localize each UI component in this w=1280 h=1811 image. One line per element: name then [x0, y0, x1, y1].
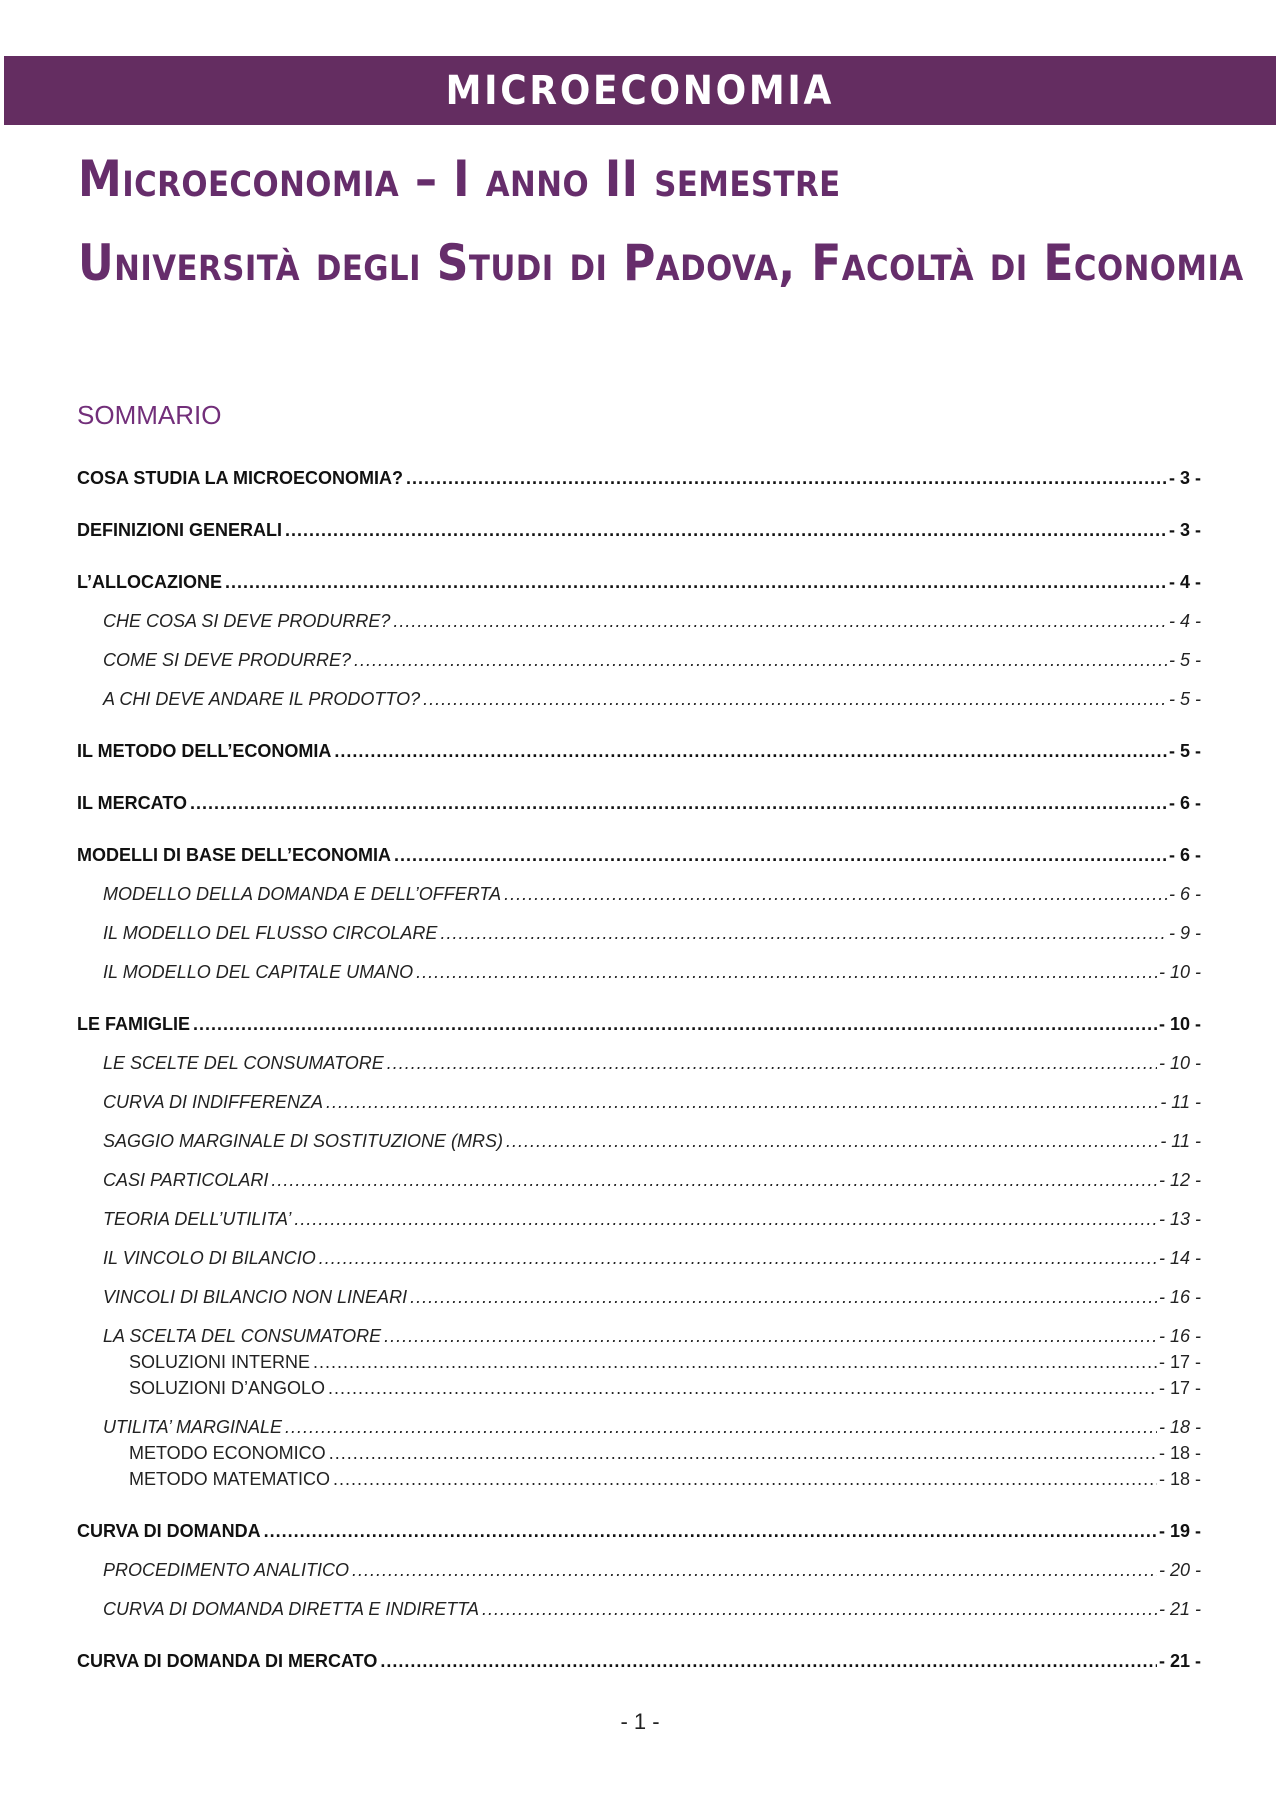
toc-entry-page: - 21 -: [1158, 1599, 1201, 1619]
toc-entry[interactable]: [77, 468, 1201, 489]
toc-entry-label: CURVA DI INDIFFERENZA: [103, 1092, 324, 1112]
toc-entry-label: CURVA DI DOMANDA DIRETTA E INDIRETTA: [103, 1599, 480, 1619]
toc-entry[interactable]: [103, 611, 1201, 632]
toc-entry-page: - 4 -: [1168, 611, 1201, 631]
toc-entry-page: - 10 -: [1158, 1053, 1201, 1073]
toc-entry-page: - 12 -: [1158, 1170, 1201, 1190]
toc-entry-label: L’ALLOCAZIONE: [77, 572, 222, 592]
toc-entry[interactable]: [77, 520, 1201, 541]
toc-entry-label: LE SCELTE DEL CONSUMATORE: [103, 1053, 384, 1073]
toc-entry-page: - 18 -: [1158, 1469, 1201, 1489]
toc-leader-dots: [264, 1521, 1157, 1542]
toc-entry[interactable]: [103, 1417, 1201, 1438]
toc-leader-dots: [225, 572, 1167, 593]
toc-entry-page: - 16 -: [1158, 1287, 1201, 1307]
toc-entry-page: - 16 -: [1158, 1326, 1201, 1346]
toc-entry-label: MODELLO DELLA DOMANDA E DELL’OFFERTA: [103, 884, 502, 904]
toc-entry[interactable]: [103, 1248, 1201, 1269]
toc-leader-dots: [410, 1287, 1157, 1308]
toc-entry-label: METODO ECONOMICO: [129, 1443, 326, 1463]
toc-entry-label: CHE COSA SI DEVE PRODURRE?: [103, 611, 391, 631]
toc-entry-page: - 6 -: [1168, 884, 1201, 904]
toc-entry[interactable]: [103, 1131, 1201, 1152]
toc-entry-label: UTILITA’ MARGINALE: [103, 1417, 283, 1437]
toc-leader-dots: [328, 1378, 1157, 1399]
toc-entry-page: - 18 -: [1158, 1443, 1201, 1463]
toc-leader-dots: [394, 845, 1167, 866]
toc-entry-page: - 5 -: [1168, 650, 1201, 670]
toc-entry-label: COSA STUDIA LA MICROECONOMIA?: [77, 468, 403, 488]
toc-leader-dots: [506, 1131, 1158, 1152]
toc-leader-dots: [334, 741, 1167, 762]
toc-leader-dots: [313, 1352, 1157, 1373]
toc-entry[interactable]: [103, 1560, 1201, 1581]
document-title: Microeconomia – I anno II semestre: [78, 150, 841, 208]
toc-leader-dots: [285, 520, 1167, 541]
toc-leader-dots: [271, 1170, 1157, 1191]
toc-entry-page: - 3 -: [1168, 468, 1201, 488]
toc-entry[interactable]: [77, 845, 1201, 866]
toc-entry[interactable]: [103, 1053, 1201, 1074]
toc-entry-page: - 11 -: [1160, 1092, 1201, 1112]
toc-entry[interactable]: [103, 1092, 1201, 1113]
toc-entry[interactable]: [103, 962, 1201, 983]
toc-entry-page: - 11 -: [1160, 1131, 1201, 1151]
toc-leader-dots: [329, 1443, 1157, 1464]
toc-entry-page: - 10 -: [1158, 962, 1201, 982]
toc-entry[interactable]: [77, 1651, 1201, 1672]
toc-entry[interactable]: [103, 650, 1201, 671]
toc-entry-page: - 3 -: [1168, 520, 1201, 540]
toc-entry-label: METODO MATEMATICO: [129, 1469, 330, 1489]
toc-entry-label: IL MODELLO DEL CAPITALE UMANO: [103, 962, 414, 982]
toc-leader-dots: [387, 1053, 1157, 1074]
toc-entry-page: - 14 -: [1158, 1248, 1201, 1268]
toc-leader-dots: [504, 884, 1167, 905]
toc-entry[interactable]: [103, 1326, 1201, 1347]
toc-entry-page: - 5 -: [1168, 689, 1201, 709]
toc-entry-label: DEFINIZIONI GENERALI: [77, 520, 283, 540]
toc-entry-page: - 10 -: [1158, 1014, 1201, 1034]
toc-entry-page: - 13 -: [1158, 1209, 1201, 1229]
toc-entry-label: SOLUZIONI INTERNE: [129, 1352, 311, 1372]
toc-entry-label: LA SCELTA DEL CONSUMATORE: [103, 1326, 382, 1346]
toc-entry-page: - 17 -: [1158, 1352, 1201, 1372]
toc-entry-label: SOLUZIONI D’ANGOLO: [129, 1378, 326, 1398]
toc-entry-page: - 5 -: [1168, 741, 1201, 761]
toc-leader-dots: [380, 1651, 1157, 1672]
toc-leader-dots: [393, 611, 1167, 632]
toc-heading: SOMMARIO: [77, 400, 222, 430]
toc-entry[interactable]: [77, 741, 1201, 762]
page-number: - 1 -: [620, 1709, 660, 1734]
toc-entry-label: VINCOLI DI BILANCIO NON LINEARI: [103, 1287, 408, 1307]
document-subtitle: Università degli Studi di Padova, Facoltà di Economia: [78, 234, 1244, 292]
toc-leader-dots: [352, 1560, 1157, 1581]
toc-entry[interactable]: [103, 1287, 1201, 1308]
toc-entry[interactable]: [77, 1521, 1201, 1542]
toc-entry-label: CURVA DI DOMANDA DI MERCATO: [77, 1651, 378, 1671]
toc-entry[interactable]: [129, 1378, 1201, 1399]
toc-entry-page: - 6 -: [1168, 845, 1201, 865]
toc-leader-dots: [285, 1417, 1157, 1438]
toc-entry[interactable]: [129, 1469, 1201, 1490]
toc-leader-dots: [319, 1248, 1157, 1269]
toc-leader-dots: [416, 962, 1157, 983]
toc-leader-dots: [440, 923, 1167, 944]
toc-leader-dots: [333, 1469, 1157, 1490]
toc-entry[interactable]: [129, 1352, 1201, 1373]
toc-entry-label: TEORIA DELL’UTILITA’: [103, 1209, 292, 1229]
toc-leader-dots: [326, 1092, 1158, 1113]
toc-entry-label: IL MODELLO DEL FLUSSO CIRCOLARE: [103, 923, 438, 943]
toc-entry-label: LE FAMIGLIE: [77, 1014, 191, 1034]
toc-entry-label: COME SI DEVE PRODURRE?: [103, 650, 352, 670]
toc-leader-dots: [384, 1326, 1157, 1347]
toc-entry[interactable]: [77, 793, 1201, 814]
toc-entry-label: A CHI DEVE ANDARE IL PRODOTTO?: [103, 689, 421, 709]
toc-entry-page: - 17 -: [1158, 1378, 1201, 1398]
toc-entry-label: IL VINCOLO DI BILANCIO: [103, 1248, 316, 1268]
toc-entry-page: - 20 -: [1158, 1560, 1201, 1580]
toc-entry-label: CURVA DI DOMANDA: [77, 1521, 261, 1541]
toc-entry-label: IL METODO DELL’ECONOMIA: [77, 741, 332, 761]
toc-leader-dots: [482, 1599, 1157, 1620]
toc-entry[interactable]: [103, 1599, 1201, 1620]
toc-entry-page: - 18 -: [1158, 1417, 1201, 1437]
toc-leader-dots: [354, 650, 1167, 671]
toc-entry-label: PROCEDIMENTO ANALITICO: [103, 1560, 350, 1580]
toc-entry[interactable]: [103, 1209, 1201, 1230]
toc-entry[interactable]: [103, 923, 1201, 944]
toc-entry-page: - 4 -: [1168, 572, 1201, 592]
toc-entry[interactable]: [77, 1014, 1201, 1035]
toc-leader-dots: [294, 1209, 1157, 1230]
toc-entry-page: - 21 -: [1158, 1651, 1201, 1671]
toc-leader-dots: [190, 793, 1167, 814]
toc-entry-page: - 6 -: [1168, 793, 1201, 813]
toc-entry-label: CASI PARTICOLARI: [103, 1170, 269, 1190]
toc-entry-label: IL MERCATO: [77, 793, 188, 813]
toc-leader-dots: [423, 689, 1167, 710]
toc-leader-dots: [193, 1014, 1157, 1035]
toc-leader-dots: [406, 468, 1167, 489]
header-band: [4, 56, 1276, 125]
header-band-title: MICROECONOMIA: [445, 67, 835, 114]
toc-entry[interactable]: [103, 689, 1201, 710]
toc-entry-label: SAGGIO MARGINALE DI SOSTITUZIONE (MRS): [103, 1131, 504, 1151]
toc-entry-page: - 9 -: [1168, 923, 1201, 943]
toc-entry-label: MODELLI DI BASE DELL’ECONOMIA: [77, 845, 392, 865]
toc-entry[interactable]: [77, 572, 1201, 593]
toc-entry[interactable]: [129, 1443, 1201, 1464]
toc-entry-page: - 19 -: [1158, 1521, 1201, 1541]
toc-entry[interactable]: [103, 1170, 1201, 1191]
toc-entry[interactable]: [103, 884, 1201, 905]
